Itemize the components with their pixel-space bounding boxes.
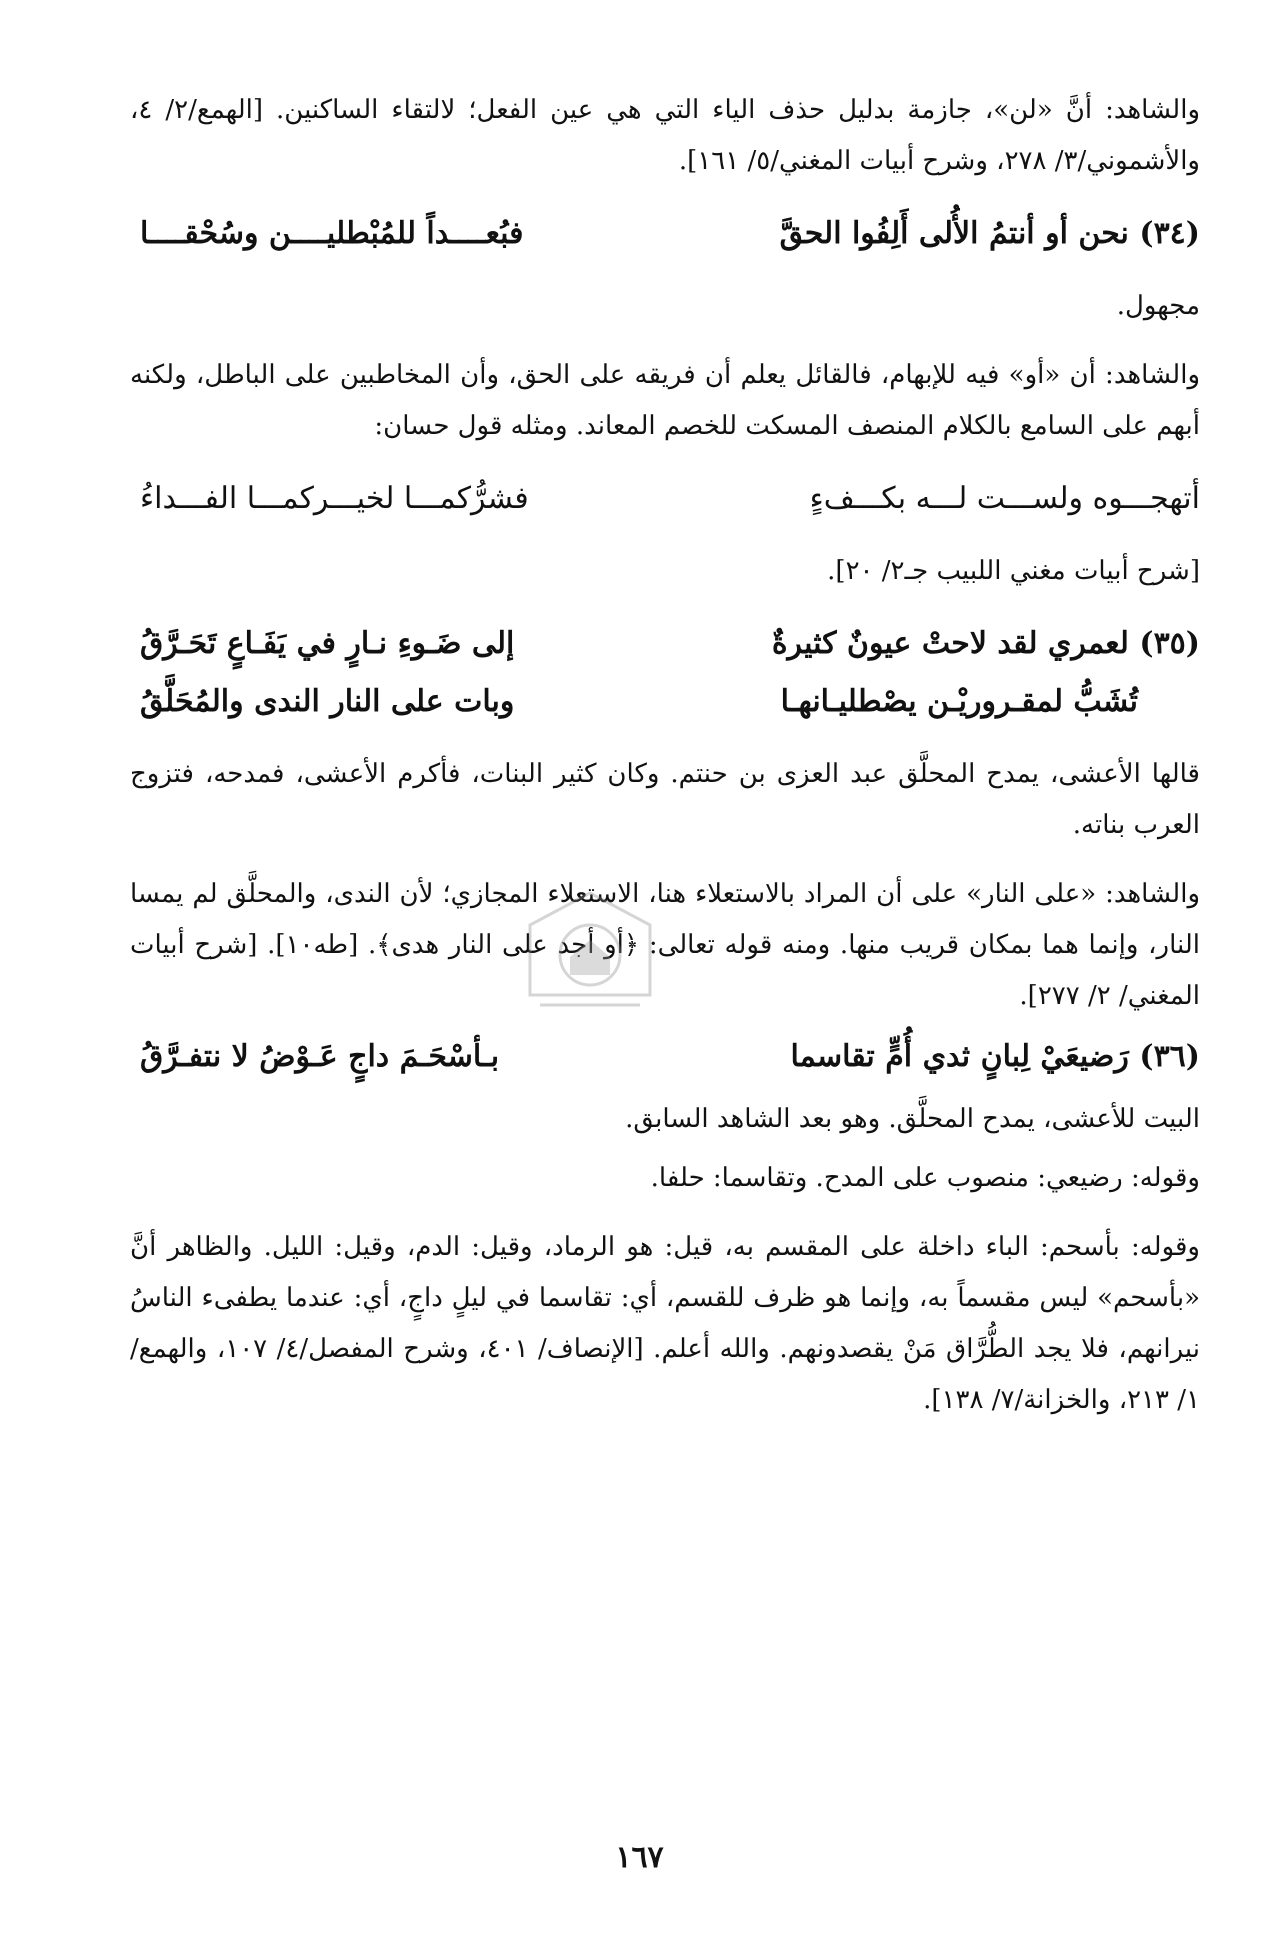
paragraph-shahid-aw: والشاهد: أن «أو» فيه للإبهام، فالقائل يعلم أن فريقه على الحق، وأن المخاطبين على الباطل، ولكنه أبهم على السامع بالكلام المنصف المسكت للخصم المعاند. ومثله قول حسان: xyxy=(130,360,1200,441)
verse-35-line-2-first-hemistich: تُشَبُّ لمقـروريْـن يصْطليـانهـا xyxy=(780,684,1138,719)
verse-35-line-1 xyxy=(130,615,1200,673)
verse-35-line-2 xyxy=(130,673,1200,731)
verse-35-first-hemistich xyxy=(772,615,1200,673)
verse-36-first-text: رَضيعَيْ لِبانٍ ثدي أُمٍّ تقاسما xyxy=(790,1039,1129,1074)
verse-36-number: (٣٦) xyxy=(1139,1039,1200,1074)
verse-34-first-hemistich xyxy=(780,205,1200,263)
verse-36 xyxy=(130,1028,1200,1086)
verse-35-second-hemistich: إلى ضَـوءِ نـارٍ في يَفَـاعٍ تَحَـرَّقُ xyxy=(140,626,515,661)
watermark-emblem-icon xyxy=(500,885,680,1025)
verse-36-first-hemistich xyxy=(790,1028,1200,1086)
paragraph-biashem: وقوله: بأسحم: الباء داخلة على المقسم به، قيل: هو الرماد، وقيل: الدم، وقيل: الليل. والظاهر أنَّ «بأسحم» ليس مقسماً به، وإنما هو ظرف للقسم، أي: تقاسما في ليلٍ داجٍ، أي: عندما يطفىء الناسُ نيرانهم، فلا يجد الطُّرَّاق مَنْ يقصدونهم. والله أعلم. [الإنصاف/ ٤٠١، وشرح المفصل/٤/ ١٠٧، والهمع/١/ ٢١٣، والخزانة/٧/ ١٣٨]. xyxy=(130,1232,1200,1415)
verse-hassan xyxy=(130,470,1200,528)
paragraph-asha-muhallaq: قالها الأعشى، يمدح المحلَّق عبد العزى بن حنتم. وكان كثير البنات، فأكرم الأعشى، فمدحه، فتزوج العرب بناته. xyxy=(130,759,1200,840)
page-number: ١٦٧ xyxy=(615,1840,664,1875)
verse-35-line-2-second-hemistich: وبات على النار الندى والمُحَلَّقُ xyxy=(140,684,515,719)
paragraph-majhul: مجهول. xyxy=(1116,291,1200,321)
verse-hassan-second-hemistich: فشرُّكمـــا لخيـــركمـــا الفـــداءُ xyxy=(140,481,529,516)
verse-34 xyxy=(130,205,1200,263)
paragraph-radiay: وقوله: رضيعي: منصوب على المدح. وتقاسما: حلفا. xyxy=(650,1163,1200,1193)
paragraph-hassan-source: [شرح أبيات مغني اللبيب جـ٢/ ٢٠]. xyxy=(827,556,1200,586)
paragraph-shahid-lan: والشاهد: أنَّ «لن»، جازمة بدليل حذف الياء التي هي عين الفعل؛ لالتقاء الساكنين. [الهمع/٢/ ٤، والأشموني/٣/ ٢٧٨، وشرح أبيات المغني/٥/ ١٦١]. xyxy=(130,95,1201,176)
verse-34-first-text: نحن أو أنتمُ الأُلى أَلِفُوا الحقَّ xyxy=(779,216,1129,251)
verse-35-number: (٣٥) xyxy=(1139,626,1200,661)
paragraph-shahid-ala: والشاهد: «على النار» على أن المراد بالاستعلاء هنا، الاستعلاء المجازي؛ لأن الندى، والمحلَّق لم يمسا النار، وإنما هما بمكان قريب منها. ومنه قوله تعالى: ﴿أو أجد على النار هدى﴾. [طه١٠]. [شرح أبيات المغني/ ٢/ ٢٧٧]. xyxy=(130,879,1200,1011)
verse-35-first-text: لعمري لقد لاحتْ عيونٌ كثيرةٌ xyxy=(771,626,1129,661)
verse-36-second-hemistich: بـأسْحَـمَ داجٍ عَـوْضُ لا نتفـرَّقُ xyxy=(140,1039,500,1074)
paragraph-bayt-asha: البيت للأعشى، يمدح المحلَّق. وهو بعد الشاهد السابق. xyxy=(625,1104,1200,1134)
verse-hassan-first-hemistich: أتهجـــوه ولســـت لـــه بكـــفءٍ xyxy=(809,481,1200,516)
verse-34-number: (٣٤) xyxy=(1139,216,1200,251)
verse-34-second-hemistich: فبُعــــداً للمُبْطليــــن وسُحْقــــا xyxy=(140,216,524,251)
